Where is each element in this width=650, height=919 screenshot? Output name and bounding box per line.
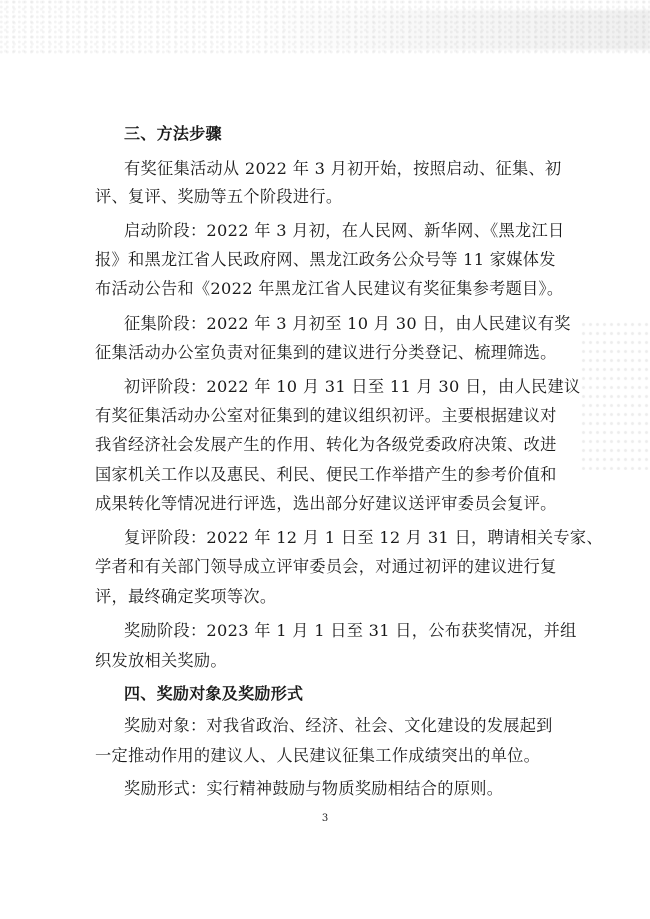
s3-p1-line-1: 有奖征集活动从 2022 年 3 月初开始，按照启动、征集、初 bbox=[124, 159, 562, 178]
s4-p1-line-2: 一定推动作用的建议人、人民建议征集工作成绩突出的单位。 bbox=[95, 746, 541, 765]
s3-p5-line-3: 评，最终确定奖项等次。 bbox=[95, 587, 277, 606]
s3-p4-line-4: 国家机关工作以及惠民、利民、便民工作举措产生的参考价值和 bbox=[95, 465, 557, 484]
s4-p2-line-1: 奖励形式：实行精神鼓励与物质奖励相结合的原则。 bbox=[124, 779, 504, 798]
s3-p4-line-3: 我省经济社会发展产生的作用、转化为各级党委政府决策、改进 bbox=[95, 435, 557, 454]
s3-p4-line-5: 成果转化等情况进行评选，选出部分好建议送评审委员会复评。 bbox=[95, 494, 557, 513]
s3-p3-line-1: 征集阶段：2022 年 3 月初至 10 月 30 日，由人民建议有奖 bbox=[124, 314, 571, 333]
s3-p4-line-1: 初评阶段：2022 年 10 月 31 日至 11 月 30 日，由人民建议 bbox=[124, 377, 581, 396]
s4-p1-line-1: 奖励对象：对我省政治、经济、社会、文化建设的发展起到 bbox=[124, 716, 553, 735]
section-3-heading: 三、方法步骤 bbox=[124, 124, 222, 143]
s3-p6-line-1: 奖励阶段：2023 年 1 月 1 日至 31 日，公布获奖情况，并组 bbox=[124, 621, 577, 640]
s3-p5-line-1: 复评阶段：2022 年 12 月 1 日至 12 月 31 日，聘请相关专家、 bbox=[124, 528, 603, 547]
s3-p2-line-2: 报》和黑龙江省人民政府网、黑龙江政务公众号等 11 家媒体发 bbox=[95, 250, 556, 269]
s3-p3-line-2: 征集活动办公室负责对征集到的建议进行分类登记、梳理筛选。 bbox=[95, 343, 557, 362]
s3-p2-line-1: 启动阶段：2022 年 3 月初，在人民网、新华网、《黑龙江日 bbox=[124, 221, 565, 240]
s3-p6-line-2: 织发放相关奖励。 bbox=[95, 651, 227, 670]
section-4-heading: 四、奖励对象及奖励形式 bbox=[124, 684, 304, 703]
s3-p5-line-2: 学者和有关部门领导成立评审委员会，对通过初评的建议进行复 bbox=[95, 557, 557, 576]
s3-p4-line-2: 有奖征集活动办公室对征集到的建议组织初评。主要根据建议对 bbox=[95, 406, 557, 425]
page-number: 3 bbox=[321, 813, 329, 824]
s3-p2-line-3: 布活动公告和《2022 年黑龙江省人民建议有奖征集参考题目》。 bbox=[95, 279, 564, 298]
s3-p1-line-2: 评、复评、奖励等五个阶段进行。 bbox=[95, 187, 343, 206]
